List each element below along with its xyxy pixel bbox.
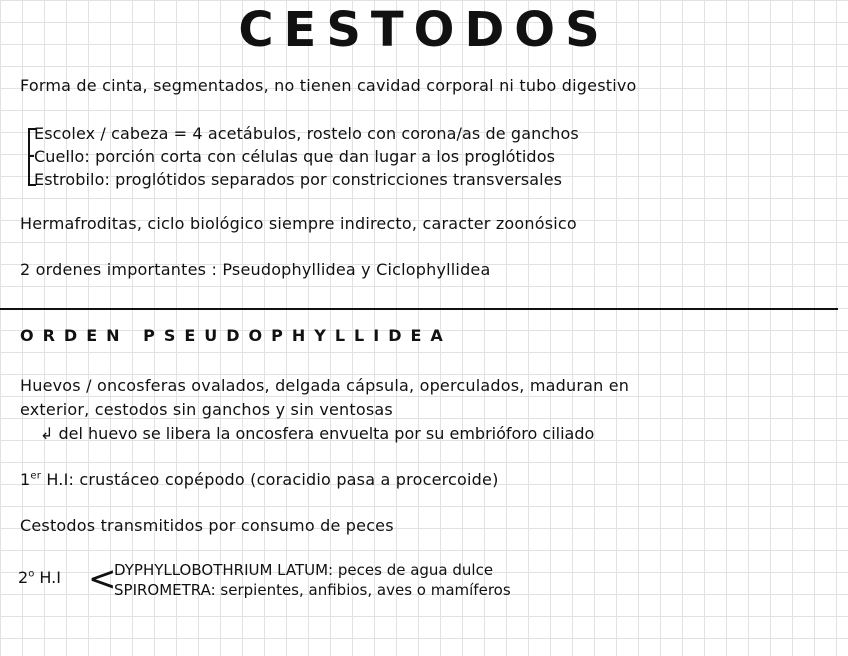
part-escolex: Escolex / cabeza = 4 acetábulos, rostelo con corona/as de ganchos xyxy=(34,124,579,143)
hi2-sup: o xyxy=(28,568,35,580)
transmision-text: Cestodos transmitidos por consumo de peces xyxy=(20,516,394,535)
angle-bracket-icon: < xyxy=(88,559,117,599)
part-cuello: Cuello: porción corta con células que dan lugar a los proglótidos xyxy=(34,147,556,166)
huevos-line-2: exterior, cestodos sin ganchos y sin ventosas xyxy=(20,400,393,419)
page-title: CESTODOS xyxy=(238,2,610,58)
hi2-label-text: H.I xyxy=(34,568,61,587)
huevos-line-1: Huevos / oncosferas ovalados, delgada cápsula, operculados, maduran en xyxy=(20,376,630,395)
arrow-note-text: del huevo se libera la oncosfera envuelta por su embrióforo ciliado xyxy=(58,424,595,443)
hi1-prefix: 1 xyxy=(20,470,31,489)
hi2-label xyxy=(18,568,61,588)
hi1-body: H.I: crustáceo copépodo (coracidio pasa a procercoide) xyxy=(41,470,499,489)
arrow-icon: ↲ xyxy=(40,424,59,443)
hi2-item-dyphyllobothrium: DYPHYLLOBOTHRIUM LATUM: peces de agua dulce xyxy=(114,561,494,579)
part-estrobilo: Estrobilo: proglótidos separados por constricciones transversales xyxy=(34,170,563,189)
divider xyxy=(0,308,838,310)
hi2-items xyxy=(114,560,511,600)
section-header: ORDEN PSEUDOPHYLLIDEA xyxy=(20,326,452,345)
hermafroditas-text: Hermafroditas, ciclo biológico siempre indirecto, caracter zoonósico xyxy=(20,214,577,233)
hi2-item-spirometra: SPIROMETRA: serpientes, anfibios, aves o mamíferos xyxy=(114,581,511,599)
arrow-note xyxy=(40,424,594,444)
hi1-sup: er xyxy=(30,470,42,482)
ordenes-text: 2 ordenes importantes : Pseudophyllidea y Ciclophyllidea xyxy=(20,260,491,279)
intro-text: Forma de cinta, segmentados, no tienen cavidad corporal ni tubo digestivo xyxy=(20,76,637,95)
hi1-text xyxy=(20,470,499,490)
parts-list xyxy=(34,122,579,191)
hi2-prefix: 2 xyxy=(18,568,29,587)
